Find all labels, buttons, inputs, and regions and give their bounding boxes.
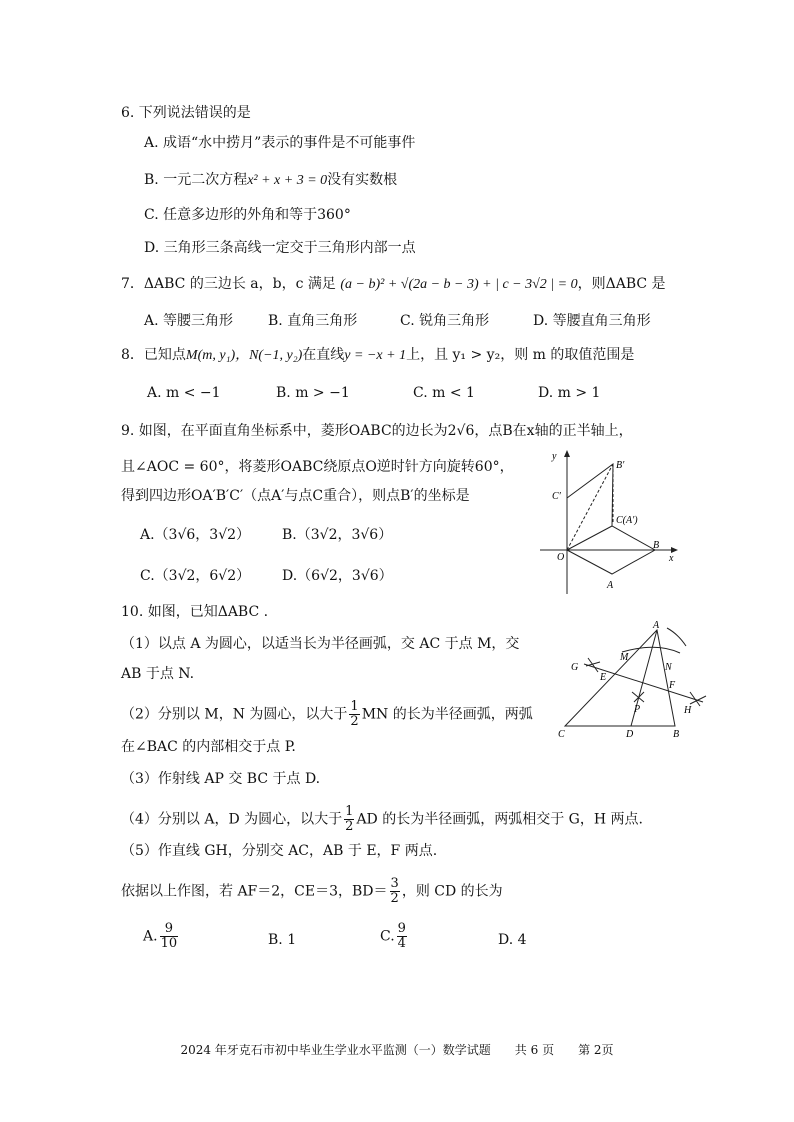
q9-line1: 9. 如图，在平面直角坐标系中，菱形OABC的边长为2√6，点B在x轴的正半轴上， — [121, 423, 633, 439]
q8-option-d: D. m > 1 — [538, 385, 601, 401]
fraction-three-halves: $\frac{3}{2}$ — [390, 876, 399, 906]
q10-label-c: C — [558, 729, 565, 740]
q6-option-a: A. 成语“水中捞月”表示的事件是不可能事件 — [144, 135, 416, 151]
q6-option-b: B. 一元二次方程x² + x + 3 = 0没有实数根 — [144, 172, 398, 188]
q7-option-d: D. 等腰直角三角形 — [533, 313, 651, 329]
q8-option-b: B. m > −1 — [276, 385, 350, 401]
page-footer: 2024 年牙克石市初中毕业生学业水平监测（一）数学试题 共 6 页 第 2页 — [180, 1043, 614, 1057]
q9-line2: 且∠AOC = 60°，将菱形OABC绕原点O逆时针方向旋转60°， — [121, 459, 514, 475]
q9-diagonal-ob1 — [567, 464, 613, 550]
q9-label-y: y — [552, 451, 557, 462]
q10-label-e: E — [600, 672, 607, 683]
q6-stem: 6. 下列说法错误的是 — [121, 105, 251, 121]
q9-label-o: O — [557, 552, 565, 563]
q10-triangle-figure — [550, 620, 720, 742]
q10-label-p: P — [634, 704, 641, 715]
fraction-half: $\frac{1}{2}$ — [345, 804, 354, 834]
q8-option-a: A. m < −1 — [147, 385, 221, 401]
q10-step2b: 在∠BAC 的内部相交于点 P. — [121, 739, 296, 755]
q10-label-g: G — [571, 662, 579, 673]
q9-line3: 得到四边形OA′B′C′（点A′与点C重合），则点B′的坐标是 — [121, 488, 470, 504]
q10-label-a: A — [653, 620, 660, 631]
q10-condition: 依据以上作图，若 AF＝2，CE＝3，BD＝ $\frac{3}{2}$ ，则 CD 的长为 — [121, 876, 503, 906]
q9-option-b: B.（3√2，3√6） — [282, 527, 393, 543]
q10-label-h: H — [684, 705, 692, 716]
fraction-half: $\frac{1}{2}$ — [350, 699, 359, 729]
q10-option-d: D. 4 — [498, 932, 527, 948]
q10-label-d: D — [626, 729, 634, 740]
q6-option-d: D. 三角形三条高线一定交于三角形内部一点 — [144, 240, 416, 256]
q10-label-b: B — [673, 729, 680, 740]
q10-line-gh — [584, 664, 703, 702]
q8-option-c: C. m < 1 — [413, 385, 475, 401]
q9-label-c1: C′ — [552, 491, 561, 502]
q10-option-c: C. $\frac{9}{4}$ — [380, 921, 406, 951]
q10-label-n: N — [665, 662, 672, 673]
q10-option-a: A. $\frac{9}{10}$ — [143, 921, 178, 951]
q7-option-b: B. 直角三角形 — [268, 313, 358, 329]
q10-step2a: （2）分别以 M，N 为圆心，以大于 $\frac{1}{2}$ MN 的长为半径画弧，两弧 — [121, 699, 533, 729]
q10-step1a: （1）以点 A 为圆心，以适当长为半径画弧，交 AC 于点 M，交 — [121, 636, 520, 652]
q9-rhombus-figure — [536, 448, 682, 598]
q10-step3: （3）作射线 AP 交 BC 于点 D. — [121, 771, 321, 787]
q9-label-ca: C(A′) — [616, 515, 638, 526]
q9-label-x: x — [669, 553, 674, 564]
q10-step4: （4）分别以 A，D 为圆心，以大于 $\frac{1}{2}$ AD 的长为半径画弧，两弧相交于 G，H 两点. — [121, 804, 643, 834]
q10-triangle-abc — [565, 630, 675, 726]
q10-label-m: M — [620, 652, 629, 663]
q9-option-d: D.（6√2，3√6） — [282, 568, 393, 584]
q8-stem: 8．已知点M(m, y₁)，N(−1, y₂)在直线y = −x + 1上，且 y₁ > y₂，则 m 的取值范围是 — [121, 347, 635, 363]
q9-label-b: B — [653, 540, 660, 551]
q7-option-a: A. 等腰三角形 — [144, 313, 234, 329]
q10-option-b: B. 1 — [268, 932, 297, 948]
q10-label-f: F — [669, 680, 676, 691]
q9-option-a: A.（3√6，3√2） — [140, 527, 251, 543]
q9-label-a: A — [607, 580, 614, 591]
q7-option-c: C. 锐角三角形 — [400, 313, 490, 329]
q10-step5: （5）作直线 GH，分别交 AC，AB 于 E，F 两点. — [121, 843, 438, 859]
q9-option-c: C.（3√2，6√2） — [140, 568, 251, 584]
q7-stem: 7．ΔABC 的三边长 a，b，c 满足 (a − b)² + √(2a − b − 3) + | c − 3√2 | = 0，则ΔABC 是 — [121, 276, 666, 292]
q10-step1b: AB 于点 N. — [121, 666, 195, 682]
q6-option-c: C. 任意多边形的外角和等于360° — [144, 207, 351, 223]
q10-stem: 10. 如图，已知ΔABC . — [121, 604, 269, 620]
q9-label-b1: B′ — [616, 460, 625, 471]
